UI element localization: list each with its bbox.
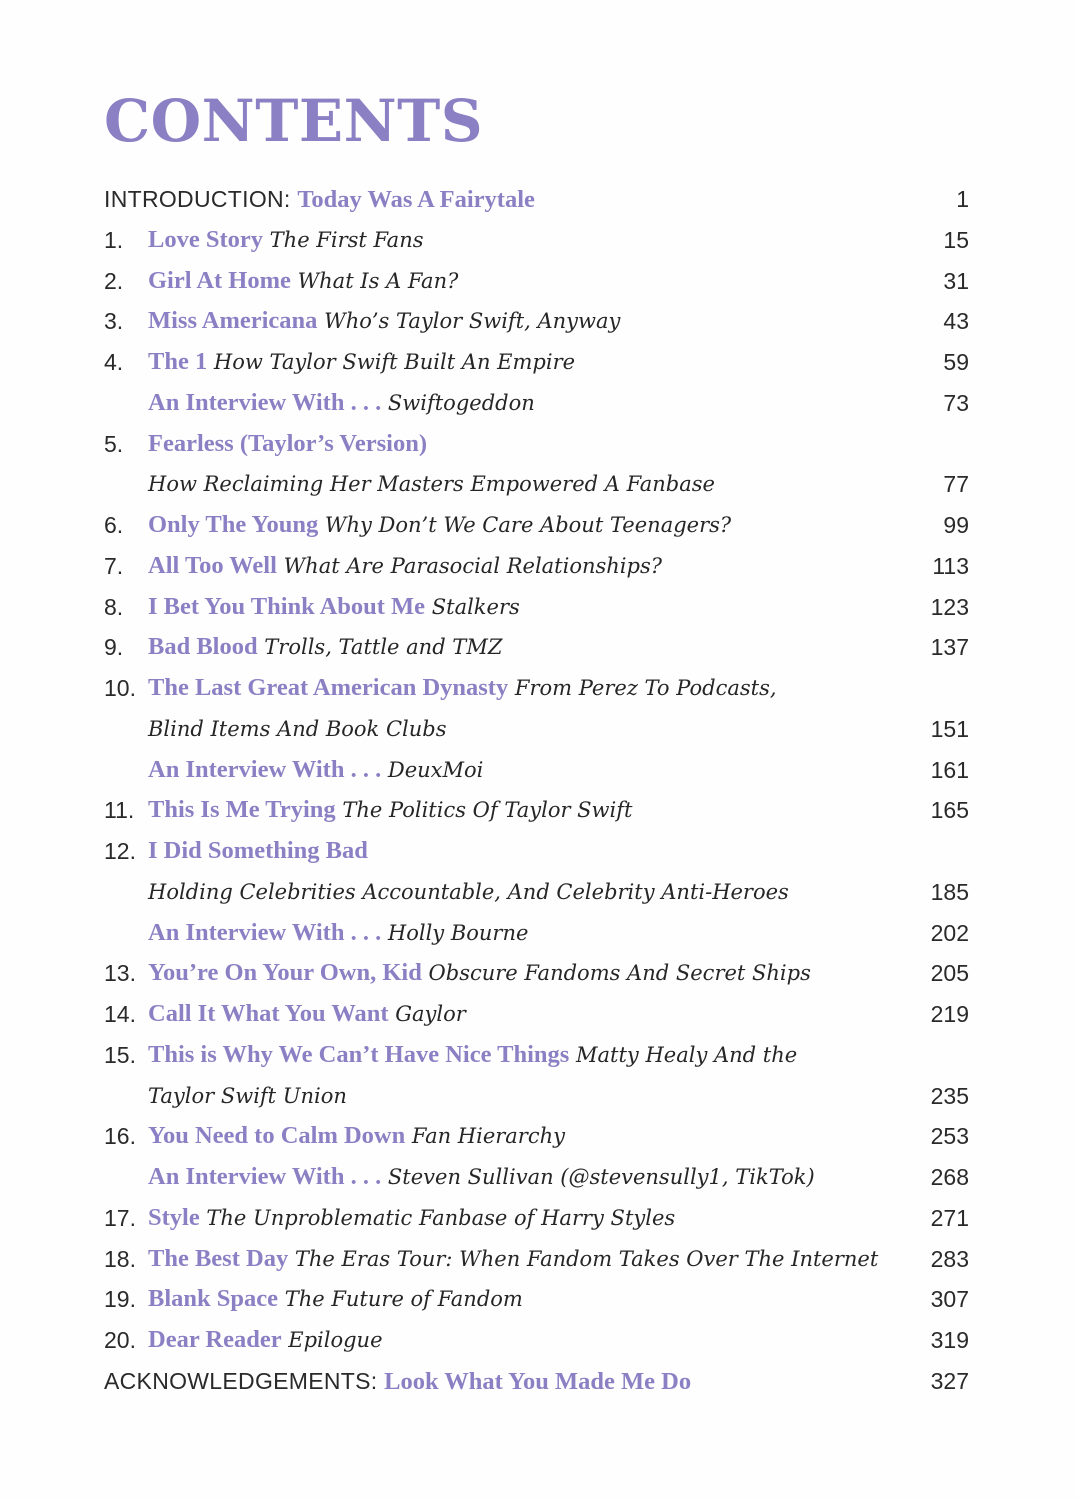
page-number: 43 [943, 308, 969, 335]
chapter-number: 9. [104, 634, 124, 661]
toc-line [104, 301, 969, 342]
entry-text [148, 994, 466, 1035]
toc-line [104, 505, 969, 546]
toc-line [104, 1076, 969, 1117]
page-number: 73 [943, 389, 969, 416]
chapter-subtitle: Holly Bourne [381, 920, 529, 945]
chapter-subtitle: Obscure Fandoms And Secret Ships [421, 961, 811, 986]
page-number: 1 [956, 186, 969, 212]
chapter-subtitle: How Taylor Swift Built An Empire [207, 350, 576, 374]
chapter-number: 3. [104, 308, 124, 335]
chapter-subtitle: Gaylor [388, 1002, 466, 1026]
page-number: 185 [930, 878, 969, 905]
entry-text [148, 1239, 878, 1280]
page-number: 99 [943, 512, 969, 538]
chapter-subtitle: Trolls, Tattle and TMZ [257, 635, 503, 660]
toc-line [104, 750, 969, 791]
entry-text [148, 953, 811, 994]
page-number: 268 [930, 1164, 969, 1190]
chapter-number: 2. [104, 267, 124, 294]
page-number: 235 [930, 1082, 969, 1109]
toc-line [104, 1279, 969, 1320]
chapter-number: 14. [104, 1001, 136, 1027]
chapter-title: All Too Well [148, 551, 277, 579]
chapter-subtitle: From Perez To Podcasts, [508, 676, 777, 700]
chapter-subtitle: The Future of Fandom [278, 1287, 523, 1312]
toc-line [104, 261, 969, 302]
page-title: CONTENTS [104, 87, 484, 155]
page-number: 327 [930, 1367, 969, 1394]
entry-text [148, 1116, 565, 1157]
page-number: 319 [930, 1327, 969, 1353]
entry-text [148, 342, 575, 383]
chapter-title: Love Story [148, 225, 263, 253]
chapter-number: 8. [104, 593, 124, 620]
entry-text [148, 1035, 797, 1076]
chapter-subtitle: What Are Parasocial Relationships? [276, 553, 663, 578]
entry-text [148, 1076, 347, 1117]
toc-line [104, 1035, 969, 1076]
chapter-title: Style [148, 1203, 200, 1231]
page-number: 123 [930, 593, 969, 620]
toc-line [104, 464, 969, 505]
chapter-number: 1. [104, 226, 124, 253]
toc-line [104, 709, 969, 750]
chapter-number: 11. [104, 797, 135, 824]
chapter-subtitle: Holding Celebrities Accountable, And Celebrity Anti-Heroes [148, 879, 789, 904]
chapter-number: 18. [104, 1245, 136, 1272]
toc-line [104, 1116, 969, 1157]
page-number: 113 [932, 552, 969, 579]
chapter-title: The 1 [148, 348, 208, 375]
entry-text [148, 790, 632, 831]
chapter-subtitle: The Eras Tour: When Fandom Takes Over The Internet [288, 1246, 879, 1271]
toc-line [104, 383, 969, 424]
page-number: 165 [930, 797, 969, 824]
page-number: 59 [943, 349, 969, 375]
entry-text [148, 301, 620, 342]
chapter-subtitle: DeuxMoi [381, 757, 484, 782]
toc-line [104, 179, 969, 220]
entry-text [148, 1320, 383, 1361]
chapter-subtitle: Taylor Swift Union [148, 1083, 347, 1108]
chapter-title: An Interview With . . . [148, 388, 382, 416]
chapter-subtitle: The First Fans [263, 227, 424, 252]
chapter-title: This Is Me Trying [148, 796, 336, 824]
entry-text [148, 220, 424, 261]
section-label: ACKNOWLEDGEMENTS: [104, 1367, 385, 1394]
page-number: 161 [930, 756, 969, 783]
page-number: 137 [930, 634, 969, 661]
chapter-subtitle: The Politics Of Taylor Swift [335, 798, 633, 823]
chapter-number: 5. [104, 430, 124, 457]
chapter-title: An Interview With . . . [148, 1163, 382, 1190]
entry-text [148, 750, 483, 791]
chapter-subtitle: Why Don’t We Care About Teenagers? [318, 513, 732, 537]
chapter-title: Today Was A Fairytale [297, 186, 535, 213]
chapter-title: You’re On Your Own, Kid [148, 959, 422, 987]
chapter-subtitle: Matty Healy And the [569, 1042, 798, 1067]
chapter-title: An Interview With . . . [148, 755, 382, 783]
entry-text [148, 587, 520, 628]
entry-text [148, 709, 447, 750]
chapter-title: Girl At Home [148, 266, 291, 294]
toc-line [104, 220, 969, 261]
chapter-number: 10. [104, 675, 136, 701]
chapter-subtitle: Epilogue [281, 1328, 383, 1352]
chapter-number: 19. [104, 1286, 136, 1313]
toc-line [104, 953, 969, 994]
entry-text [148, 383, 535, 424]
page-number: 31 [943, 267, 969, 294]
toc-line [104, 1320, 969, 1361]
chapter-subtitle: Fan Hierarchy [405, 1124, 565, 1149]
chapter-title: You Need to Calm Down [148, 1122, 406, 1150]
chapter-title: Only The Young [148, 511, 319, 538]
chapter-title: Blank Space [148, 1285, 279, 1313]
chapter-number: 15. [104, 1041, 136, 1068]
chapter-subtitle: What Is A Fan? [290, 268, 459, 293]
entry-text [148, 464, 715, 505]
chapter-subtitle: Swiftogeddon [381, 390, 535, 415]
page-number: 151 [930, 715, 969, 742]
section-label: INTRODUCTION: [104, 186, 298, 212]
toc-line [104, 342, 969, 383]
entry-text [148, 546, 662, 587]
toc-line [104, 790, 969, 831]
toc-line [104, 1157, 969, 1198]
entry-text [104, 1361, 691, 1403]
entry-text [148, 1198, 675, 1239]
chapter-subtitle: How Reclaiming Her Masters Empowered A Fanbase [148, 472, 715, 497]
page-number: 202 [930, 919, 969, 946]
entry-text [148, 913, 528, 954]
page-number: 77 [943, 471, 969, 498]
entry-text [148, 831, 368, 872]
toc-line [104, 913, 969, 954]
entry-text [148, 872, 789, 913]
toc-line [104, 1361, 969, 1402]
chapter-number: 17. [104, 1204, 136, 1231]
chapter-title: Bad Blood [148, 633, 258, 661]
toc-line [104, 627, 969, 668]
page-number: 219 [930, 1001, 969, 1027]
chapter-subtitle: Who’s Taylor Swift, Anyway [317, 309, 621, 334]
chapter-subtitle: Stalkers [425, 594, 520, 619]
entry-text [148, 261, 458, 302]
page-number: 205 [930, 960, 969, 987]
page-number: 271 [930, 1204, 969, 1231]
chapter-title: I Bet You Think About Me [148, 592, 426, 620]
page-number: 307 [930, 1286, 969, 1313]
chapter-subtitle: Steven Sullivan (@stevensully1, TikTok) [381, 1165, 815, 1189]
page-number: 253 [930, 1123, 969, 1150]
entry-text [148, 668, 777, 709]
chapter-number: 7. [104, 552, 124, 579]
entry-text [148, 1157, 815, 1198]
chapter-title: This is Why We Can’t Have Nice Things [148, 1040, 570, 1068]
toc-line [104, 872, 969, 913]
entry-text [148, 1279, 523, 1320]
chapter-number: 20. [104, 1327, 136, 1353]
chapter-subtitle: Blind Items And Book Clubs [148, 716, 447, 741]
chapter-subtitle: The Unproblematic Fanbase of Harry Styles [199, 1205, 676, 1230]
chapter-title: Dear Reader [148, 1326, 282, 1353]
chapter-title: The Last Great American Dynasty [148, 674, 509, 701]
chapter-title: Look What You Made Me Do [384, 1367, 692, 1395]
chapter-number: 16. [104, 1123, 136, 1150]
chapter-number: 13. [104, 960, 136, 987]
chapter-number: 6. [104, 512, 124, 538]
chapter-title: An Interview With . . . [148, 918, 382, 946]
chapter-title: Miss Americana [148, 307, 318, 335]
chapter-title: Call It What You Want [148, 1000, 389, 1027]
toc-line [104, 1198, 969, 1239]
chapter-number: 4. [104, 349, 124, 375]
chapter-number: 12. [104, 838, 136, 864]
entry-text [148, 424, 427, 465]
toc-line [104, 668, 969, 709]
toc-line [104, 587, 969, 628]
toc-line [104, 831, 969, 872]
toc-line [104, 424, 969, 465]
chapter-title: I Did Something Bad [148, 837, 368, 864]
entry-text [148, 627, 502, 668]
table-of-contents [104, 179, 969, 1402]
chapter-title: Fearless (Taylor’s Version) [148, 429, 427, 457]
page-number: 283 [930, 1245, 969, 1272]
page-number: 15 [943, 226, 969, 253]
chapter-title: The Best Day [148, 1244, 289, 1272]
entry-text [148, 505, 731, 546]
entry-text [104, 179, 535, 221]
toc-line [104, 546, 969, 587]
toc-line [104, 1239, 969, 1280]
toc-line [104, 994, 969, 1035]
